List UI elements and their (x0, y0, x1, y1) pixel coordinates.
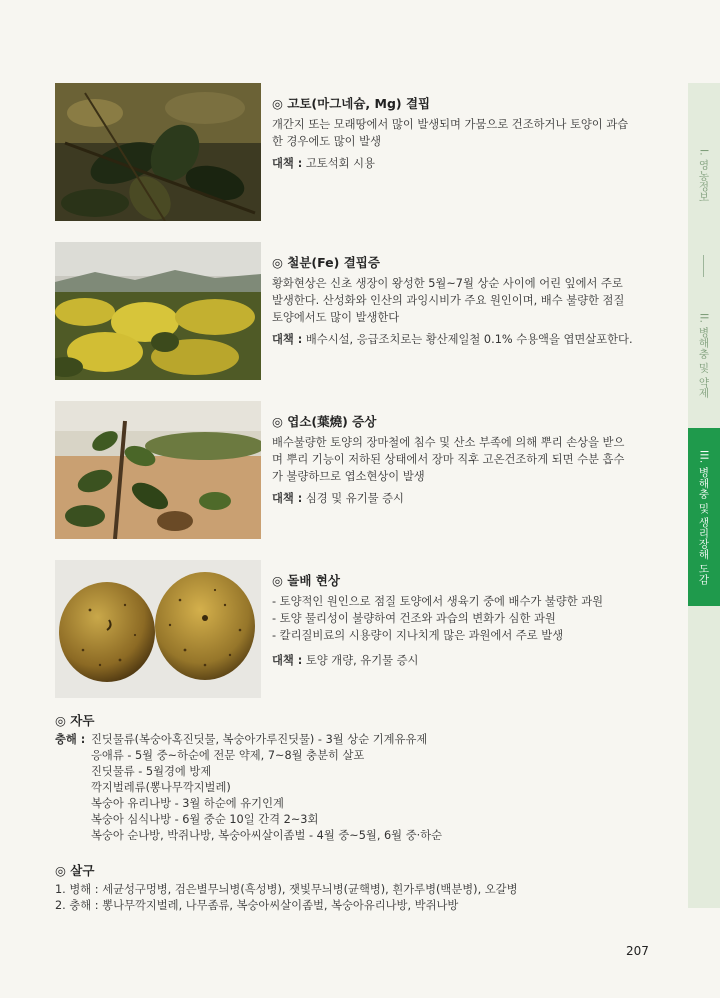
countermeasure-text: 토양 개량, 유기물 증시 (305, 654, 419, 667)
side-tab-label: I. 영농정보 (697, 149, 710, 203)
entry-stone-pear (55, 560, 655, 700)
entry-countermeasure (272, 331, 657, 348)
cause-item: - 토양 물리성이 불량하여 건조와 과습의 변화가 심한 과원 (272, 612, 556, 625)
photo-stone-pear (55, 560, 261, 698)
entry-title: ◎ 철분(Fe) 결핍증 (272, 255, 380, 270)
description-line: 황화현상은 신초 생장이 왕성한 5월~7월 상순 사이에 어린 잎에서 주로 (272, 277, 623, 290)
plum-pest-line: 복숭아 유리나방 - 3월 하순에 유기인계 (91, 797, 284, 810)
countermeasure-label: 대책 : (272, 333, 303, 346)
entry-iron-deficiency (55, 242, 655, 382)
plum-pest-row (55, 732, 655, 748)
entry-leaf-scorch (55, 401, 655, 541)
side-tab-label: II. 병해충 및 약제 (697, 312, 710, 398)
description-line: 가 불량하므로 엽소현상이 발생 (272, 470, 425, 483)
tab-divider (703, 255, 704, 277)
plum-pest-line: 깍지벌레류(뽕나무깍지벌레) (91, 781, 231, 794)
entry-title: ◎ 돌배 현상 (272, 573, 340, 588)
row-text: 세균성구멍병, 검은별무늬병(흑성병), 잿빛무늬병(균핵병), 흰가루병(백분병), 오갈병 (102, 883, 518, 896)
entry-text (272, 94, 657, 172)
plum-pest-line: 응애류 - 5월 중~하순에 전문 약제, 7~8월 충분히 살포 (91, 749, 365, 762)
side-tab-pests-chemicals[interactable] (688, 281, 720, 429)
entry-description (272, 116, 657, 150)
description-line: 토양에서도 많이 발생한다 (272, 311, 400, 324)
row-label: 충해 : (55, 733, 86, 746)
photo-magnesium-deficiency (55, 83, 261, 221)
plum-pest-line: 진딧물류 - 5월경에 방제 (91, 765, 212, 778)
countermeasure-text: 배수시설, 응급조치로는 황산제일철 0.1% 수용액을 엽면살포한다. (305, 333, 633, 346)
countermeasure-text: 고토석회 시용 (305, 157, 375, 170)
plum-pest-line: 복숭아 심식나방 - 6월 중순 10일 간격 2~3회 (91, 813, 319, 826)
description-line: 며 뿌리 기능이 저하된 상태에서 장마 직후 고온건조하게 되면 수분 흡수 (272, 453, 625, 466)
row-text: 뽕나무깍지벌레, 나무좀류, 복숭아씨살이좀벌, 복숭아유리나방, 박쥐나방 (102, 899, 459, 912)
row-label: 1. 병해 : (55, 883, 99, 896)
apricot-pest-row (55, 898, 655, 914)
description-line: 배수불량한 토양의 장마철에 침수 및 산소 부족에 의해 뿌리 손상을 받으 (272, 436, 625, 449)
description-line: 발생한다. 산성화와 인산의 과잉시비가 주요 원인이며, 배수 불량한 점질 (272, 294, 625, 307)
section-title: ◎ 살구 (55, 863, 95, 878)
entry-text (272, 571, 657, 669)
description-line: 한 경우에도 많이 발생 (272, 135, 381, 148)
row-text: 진딧물류(복숭아혹진딧물, 복숭아가루진딧물) - 3월 상순 기계유유제 (91, 733, 428, 746)
section-apricot (55, 861, 655, 914)
page-number: 207 (626, 944, 649, 958)
entry-countermeasure (272, 652, 657, 669)
entry-description (272, 275, 657, 326)
cause-item: - 토양적인 원인으로 점질 토양에서 생육기 중에 배수가 불량한 과원 (272, 595, 604, 608)
entry-countermeasure (272, 155, 657, 172)
row-label: 2. 충해 : (55, 899, 99, 912)
countermeasure-label: 대책 : (272, 654, 303, 667)
plum-pest-line: 복숭아 순나방, 박쥐나방, 복숭아씨살이좀벌 - 4월 중~5월, 6월 중·하순 (91, 829, 443, 842)
description-line: 개간지 또는 모래땅에서 많이 발생되며 가뭄으로 건조하거나 토양이 과습 (272, 118, 629, 131)
countermeasure-label: 대책 : (272, 157, 303, 170)
entry-title: ◎ 고토(마그네슘, Mg) 결핍 (272, 96, 431, 111)
cause-item: - 칼리질비료의 시용량이 지나치게 많은 과원에서 주로 발생 (272, 629, 564, 642)
side-tab-pest-disorder-guide[interactable] (688, 428, 720, 606)
entry-description (272, 434, 657, 485)
countermeasure-text: 심경 및 유기물 증시 (305, 492, 404, 505)
entry-title: ◎ 엽소(葉燒) 증상 (272, 414, 377, 429)
countermeasure-label: 대책 : (272, 492, 303, 505)
side-tab-farming-info[interactable] (688, 101, 720, 251)
side-tab-bar (688, 83, 720, 908)
side-tab-label: III. 병해충 및 생리장해 도감 (697, 449, 710, 585)
entry-countermeasure (272, 490, 657, 507)
entry-magnesium-deficiency (55, 83, 655, 223)
entry-text (272, 412, 657, 507)
section-plum (55, 711, 655, 844)
cause-list (272, 593, 657, 644)
section-title: ◎ 자두 (55, 713, 95, 728)
apricot-disease-row (55, 882, 655, 898)
photo-leaf-scorch (55, 401, 261, 539)
photo-iron-deficiency (55, 242, 261, 380)
entry-text (272, 253, 657, 348)
